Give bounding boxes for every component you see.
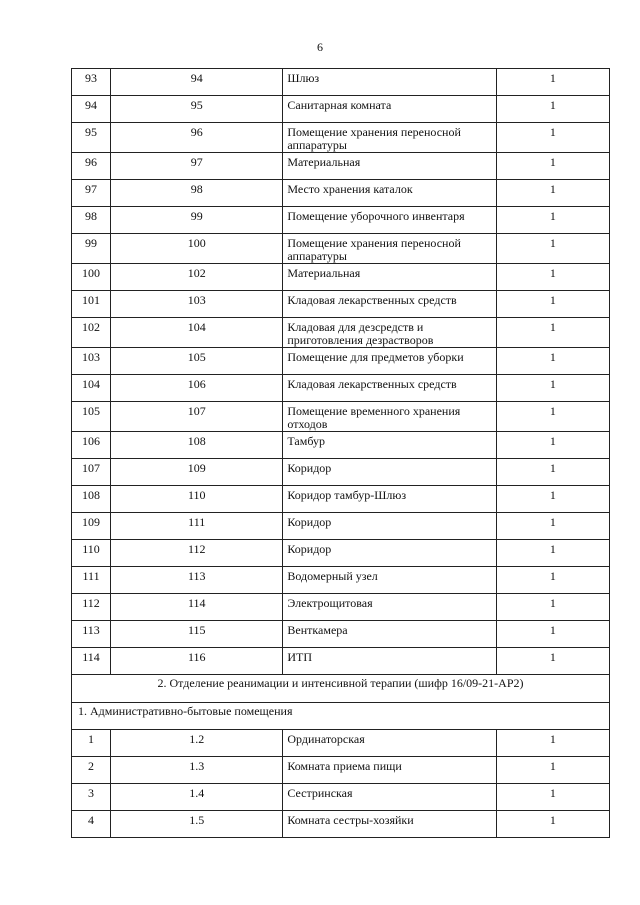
room-number-cell xyxy=(111,291,283,318)
room-number-cell xyxy=(111,486,283,513)
room-number-cell xyxy=(111,123,283,153)
table-row xyxy=(72,540,610,567)
table-row xyxy=(72,69,610,96)
quantity-text: 1 xyxy=(549,155,556,169)
table-row xyxy=(72,207,610,234)
room-name-text: Помещение уборочного инвентаря xyxy=(287,209,465,223)
row-index-cell xyxy=(72,402,111,432)
quantity-text: 1 xyxy=(549,650,556,664)
room-number-cell xyxy=(111,234,283,264)
room-name-text: Коридор xyxy=(287,461,332,475)
room-name-text: Комната сестры-хозяйки xyxy=(287,813,414,827)
table-row xyxy=(72,291,610,318)
table-row xyxy=(72,621,610,648)
row-index-text: 98 xyxy=(85,209,98,223)
room-name-cell xyxy=(283,757,496,784)
room-number-text: 104 xyxy=(187,320,206,334)
room-number-text: 95 xyxy=(190,98,203,112)
row-index-cell xyxy=(72,594,111,621)
table-row xyxy=(72,153,610,180)
row-index-text: 97 xyxy=(85,182,98,196)
table-row xyxy=(72,784,610,811)
room-number-text: 114 xyxy=(187,596,206,610)
room-name-cell xyxy=(283,648,496,675)
row-index-cell xyxy=(72,540,111,567)
room-number-text: 94 xyxy=(190,71,203,85)
room-name-cell xyxy=(283,567,496,594)
room-number-text: 112 xyxy=(187,542,206,556)
room-name-text: Ординаторская xyxy=(287,732,365,746)
room-number-text: 115 xyxy=(187,623,206,637)
room-number-text: 110 xyxy=(187,488,206,502)
quantity-cell xyxy=(496,459,609,486)
table-row xyxy=(72,730,610,757)
row-index-cell xyxy=(72,567,111,594)
table-row xyxy=(72,594,610,621)
room-number-text: 109 xyxy=(187,461,206,475)
quantity-text: 1 xyxy=(549,461,556,475)
room-name-cell xyxy=(283,432,496,459)
room-name-cell xyxy=(283,96,496,123)
quantity-text: 1 xyxy=(549,98,556,112)
quantity-text: 1 xyxy=(549,71,556,85)
room-name-cell xyxy=(283,540,496,567)
quantity-cell xyxy=(496,432,609,459)
row-index-text: 104 xyxy=(82,377,101,391)
table-row xyxy=(72,402,610,432)
row-index-text: 100 xyxy=(82,266,101,280)
row-index-text: 94 xyxy=(85,98,98,112)
page-number: 6 xyxy=(317,40,323,54)
room-name-cell xyxy=(283,486,496,513)
row-index-text: 1 xyxy=(88,732,95,746)
room-name-text: Коридор xyxy=(287,542,332,556)
row-index-text: 3 xyxy=(88,786,95,800)
room-number-cell xyxy=(111,540,283,567)
quantity-cell xyxy=(496,348,609,375)
room-name-text: Место хранения каталок xyxy=(287,182,413,196)
room-name-text: Кладовая лекарственных средств xyxy=(287,293,457,307)
quantity-cell xyxy=(496,648,609,675)
row-index-cell xyxy=(72,69,111,96)
row-index-text: 109 xyxy=(82,515,101,529)
table-row xyxy=(72,123,610,153)
row-index-text: 95 xyxy=(85,125,98,139)
room-number-text: 1.3 xyxy=(189,759,205,773)
room-number-text: 1.5 xyxy=(189,813,205,827)
room-number-cell xyxy=(111,567,283,594)
table-row xyxy=(72,513,610,540)
room-name-text: Помещение хранения переносной аппаратуры xyxy=(287,236,461,263)
row-index-cell xyxy=(72,513,111,540)
quantity-cell xyxy=(496,594,609,621)
room-number-text: 1.4 xyxy=(189,786,205,800)
row-index-cell xyxy=(72,486,111,513)
quantity-text: 1 xyxy=(549,596,556,610)
row-index-text: 99 xyxy=(85,236,98,250)
room-name-cell xyxy=(283,375,496,402)
table-row xyxy=(72,648,610,675)
room-name-text: Водомерный узел xyxy=(287,569,378,583)
row-index-text: 96 xyxy=(85,155,98,169)
table-row xyxy=(72,318,610,348)
room-number-cell xyxy=(111,348,283,375)
row-index-cell xyxy=(72,96,111,123)
row-index-text: 114 xyxy=(82,650,100,664)
table-row xyxy=(72,375,610,402)
room-number-text: 103 xyxy=(187,293,206,307)
room-number-cell xyxy=(111,180,283,207)
quantity-text: 1 xyxy=(549,434,556,448)
quantity-text: 1 xyxy=(549,759,556,773)
room-name-cell xyxy=(283,69,496,96)
room-name-cell xyxy=(283,318,496,348)
rooms-table xyxy=(71,68,610,838)
quantity-text: 1 xyxy=(549,569,556,583)
room-number-cell xyxy=(111,432,283,459)
row-index-text: 108 xyxy=(82,488,101,502)
quantity-cell xyxy=(496,123,609,153)
room-name-text: Помещение хранения переносной аппаратуры xyxy=(287,125,461,152)
quantity-text: 1 xyxy=(549,404,556,418)
room-number-cell xyxy=(111,69,283,96)
quantity-text: 1 xyxy=(549,266,556,280)
row-index-cell xyxy=(72,153,111,180)
row-index-text: 105 xyxy=(82,404,101,418)
quantity-text: 1 xyxy=(549,236,556,250)
row-index-text: 106 xyxy=(82,434,101,448)
row-index-cell xyxy=(72,234,111,264)
room-name-cell xyxy=(283,513,496,540)
room-name-cell xyxy=(283,621,496,648)
quantity-cell xyxy=(496,234,609,264)
row-index-cell xyxy=(72,730,111,757)
section-title: 2. Отделение реанимации и интенсивной терапии (шифр 16/09-21-АР2) xyxy=(157,676,524,690)
room-number-cell xyxy=(111,757,283,784)
row-index-text: 111 xyxy=(82,569,100,583)
table-row xyxy=(72,264,610,291)
section-rows xyxy=(72,675,610,730)
room-number-cell xyxy=(111,402,283,432)
room-number-text: 1.2 xyxy=(189,732,205,746)
room-name-cell xyxy=(283,459,496,486)
row-index-text: 102 xyxy=(82,320,101,334)
quantity-cell xyxy=(496,207,609,234)
room-name-cell xyxy=(283,291,496,318)
room-name-text: Коридор тамбур-Шлюз xyxy=(287,488,407,502)
room-name-text: Венткамера xyxy=(287,623,348,637)
room-number-cell xyxy=(111,648,283,675)
quantity-text: 1 xyxy=(549,125,556,139)
room-number-text: 111 xyxy=(188,515,206,529)
room-name-cell xyxy=(283,264,496,291)
row-index-text: 103 xyxy=(82,350,101,364)
quantity-text: 1 xyxy=(549,350,556,364)
quantity-cell xyxy=(496,811,609,838)
quantity-cell xyxy=(496,567,609,594)
row-index-text: 2 xyxy=(88,759,95,773)
table-row xyxy=(72,180,610,207)
table-row xyxy=(72,432,610,459)
table-row xyxy=(72,811,610,838)
quantity-text: 1 xyxy=(549,515,556,529)
row-index-text: 93 xyxy=(85,71,98,85)
section-row xyxy=(72,675,610,703)
row-index-cell xyxy=(72,180,111,207)
room-name-text: Сестринская xyxy=(287,786,353,800)
quantity-cell xyxy=(496,757,609,784)
quantity-text: 1 xyxy=(549,320,556,334)
room-name-text: Комната приема пищи xyxy=(287,759,402,773)
room-number-text: 102 xyxy=(187,266,206,280)
room-name-text: Материальная xyxy=(287,266,361,280)
room-number-text: 96 xyxy=(190,125,203,139)
room-number-cell xyxy=(111,784,283,811)
room-name-cell xyxy=(283,784,496,811)
room-name-cell xyxy=(283,594,496,621)
room-name-cell xyxy=(283,234,496,264)
room-number-cell xyxy=(111,513,283,540)
room-number-text: 99 xyxy=(190,209,203,223)
room-number-cell xyxy=(111,318,283,348)
row-index-text: 110 xyxy=(82,542,100,556)
table-row xyxy=(72,486,610,513)
quantity-text: 1 xyxy=(549,377,556,391)
subsection-row xyxy=(72,703,610,730)
room-name-text: Помещение для предметов уборки xyxy=(287,350,464,364)
room-name-cell xyxy=(283,123,496,153)
quantity-text: 1 xyxy=(549,542,556,556)
row-index-text: 4 xyxy=(88,813,95,827)
room-name-cell xyxy=(283,153,496,180)
row-index-cell xyxy=(72,784,111,811)
row-index-cell xyxy=(72,811,111,838)
room-number-cell xyxy=(111,811,283,838)
room-name-text: Санитарная комната xyxy=(287,98,392,112)
table-row xyxy=(72,234,610,264)
room-number-cell xyxy=(111,594,283,621)
room-name-text: ИТП xyxy=(287,650,313,664)
room-number-text: 105 xyxy=(187,350,206,364)
quantity-cell xyxy=(496,153,609,180)
room-name-text: Кладовая для дезсредств и приготовления дезрастворов xyxy=(287,320,434,347)
room-name-text: Электрощитовая xyxy=(287,596,373,610)
room-number-text: 106 xyxy=(187,377,206,391)
quantity-cell xyxy=(496,180,609,207)
room-name-text: Шлюз xyxy=(287,71,320,85)
room-number-cell xyxy=(111,730,283,757)
section-title-cell xyxy=(72,675,610,703)
table-row xyxy=(72,96,610,123)
row-index-text: 101 xyxy=(82,293,101,307)
row-index-cell xyxy=(72,375,111,402)
quantity-cell xyxy=(496,375,609,402)
row-index-cell xyxy=(72,318,111,348)
row-index-cell xyxy=(72,207,111,234)
quantity-cell xyxy=(496,486,609,513)
room-name-cell xyxy=(283,402,496,432)
quantity-text: 1 xyxy=(549,732,556,746)
row-index-cell xyxy=(72,123,111,153)
room-number-cell xyxy=(111,459,283,486)
subsection-title: 1. Административно-бытовые помещения xyxy=(78,704,293,718)
quantity-text: 1 xyxy=(549,813,556,827)
table-row xyxy=(72,757,610,784)
quantity-text: 1 xyxy=(549,488,556,502)
quantity-text: 1 xyxy=(549,209,556,223)
quantity-text: 1 xyxy=(549,786,556,800)
rooms-table-body-b xyxy=(72,730,610,838)
quantity-cell xyxy=(496,402,609,432)
quantity-cell xyxy=(496,621,609,648)
room-name-cell xyxy=(283,811,496,838)
room-number-cell xyxy=(111,621,283,648)
subsection-title-cell xyxy=(72,703,610,730)
row-index-cell xyxy=(72,757,111,784)
room-number-text: 98 xyxy=(190,182,203,196)
quantity-cell xyxy=(496,264,609,291)
quantity-cell xyxy=(496,540,609,567)
row-index-cell xyxy=(72,348,111,375)
room-name-cell xyxy=(283,348,496,375)
row-index-cell xyxy=(72,648,111,675)
row-index-text: 113 xyxy=(82,623,100,637)
quantity-text: 1 xyxy=(549,623,556,637)
quantity-cell xyxy=(496,96,609,123)
room-name-text: Материальная xyxy=(287,155,361,169)
room-name-text: Коридор xyxy=(287,515,332,529)
row-index-cell xyxy=(72,459,111,486)
table-row xyxy=(72,459,610,486)
quantity-cell xyxy=(496,513,609,540)
quantity-cell xyxy=(496,69,609,96)
room-number-text: 107 xyxy=(187,404,206,418)
quantity-cell xyxy=(496,318,609,348)
row-index-cell xyxy=(72,264,111,291)
room-number-text: 108 xyxy=(187,434,206,448)
room-number-cell xyxy=(111,264,283,291)
room-number-cell xyxy=(111,375,283,402)
room-name-text: Тамбур xyxy=(287,434,325,448)
room-name-text: Кладовая лекарственных средств xyxy=(287,377,457,391)
row-index-text: 107 xyxy=(82,461,101,475)
room-number-text: 100 xyxy=(187,236,206,250)
quantity-cell xyxy=(496,784,609,811)
room-name-cell xyxy=(283,730,496,757)
quantity-text: 1 xyxy=(549,182,556,196)
quantity-text: 1 xyxy=(549,293,556,307)
room-name-cell xyxy=(283,207,496,234)
room-number-cell xyxy=(111,153,283,180)
room-number-text: 116 xyxy=(187,650,206,664)
room-number-cell xyxy=(111,96,283,123)
table-row xyxy=(72,348,610,375)
room-number-text: 113 xyxy=(187,569,206,583)
row-index-cell xyxy=(72,621,111,648)
quantity-cell xyxy=(496,291,609,318)
row-index-text: 112 xyxy=(82,596,100,610)
room-name-text: Помещение временного хранения отходов xyxy=(287,404,461,431)
rooms-table-body-a xyxy=(72,69,610,675)
room-name-cell xyxy=(283,180,496,207)
quantity-cell xyxy=(496,730,609,757)
room-number-cell xyxy=(111,207,283,234)
row-index-cell xyxy=(72,432,111,459)
room-number-text: 97 xyxy=(190,155,203,169)
row-index-cell xyxy=(72,291,111,318)
table-row xyxy=(72,567,610,594)
